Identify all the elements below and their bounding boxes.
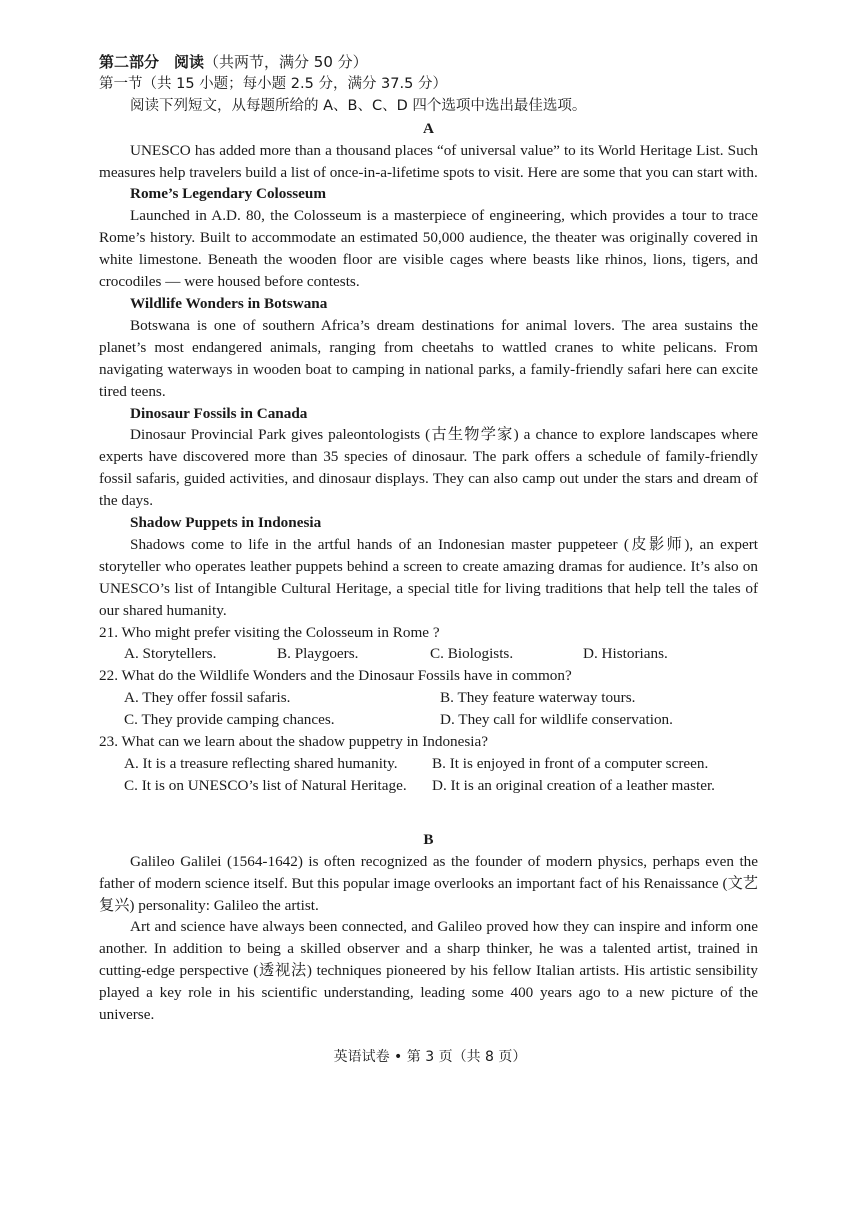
question-21-option-c: C. Biologists. [430, 645, 514, 663]
page-footer: 英语试卷 • 第 3 页（共 8 页） [333, 1049, 527, 1065]
question-22-option-c: C. They provide camping chances. [124, 711, 335, 729]
part-title: 第二部分 阅读 [99, 53, 205, 71]
section-title-botswana: Wildlife Wonders in Botswana [130, 294, 328, 312]
question-21-options [99, 643, 758, 665]
part-heading [99, 52, 758, 74]
question-23-option-a: A. It is a treasure reflecting shared humanity. [124, 755, 398, 772]
question-22-option-d: D. They call for wildlife conservation. [440, 711, 673, 729]
question-23-option-d: D. It is an original creation of a leather master. [432, 776, 715, 794]
question-22-stem: 22. What do the Wildlife Wonders and the Dinosaur Fossils have in common? [99, 667, 572, 685]
question-23-option-c: C. It is on UNESCO’s list of Natural Heritage. [124, 776, 407, 794]
question-22-option-a: A. They offer fossil safaris. [124, 689, 291, 707]
question-23-option-b: B. It is enjoyed in front of a computer screen. [432, 755, 709, 772]
question-21-option-a: A. Storytellers. [124, 645, 217, 663]
section-title-canada: Dinosaur Fossils in Canada [130, 404, 308, 422]
passage-a-letter: A [423, 119, 434, 137]
passage-a-intro: UNESCO has added more than a thousand places “of universal value” to its World Heritage List. Such measures help travelers build a list of once-in-a-lifetime spots to visit. Here are some that you can start with. [99, 141, 758, 181]
passage-b-paragraph-1: Galileo Galilei (1564-1642) is often recognized as the founder of modern physics, perhaps even the father of modern science itself. But this popular image overlooks an important fact of his Renaissance (文艺复兴) personality: Galileo the artist. [99, 852, 758, 914]
question-21-option-d: D. Historians. [583, 645, 668, 663]
part-score: （共两节，满分 50 分） [204, 53, 368, 71]
section-text-botswana: Botswana is one of southern Africa’s dream destinations for animal lovers. The area sustains the planet’s most endangered animals, ranging from cheetahs to wattled cranes to white pelicans. From navigating waterways in wooden boat to camping in national parks, a family-friendly safari here can excite tired teens. [99, 316, 758, 400]
section-title-colosseum: Rome’s Legendary Colosseum [130, 185, 327, 203]
question-21-option-b: B. Playgoers. [277, 645, 359, 663]
page-content [99, 52, 758, 1026]
question-22-option-b: B. They feature waterway tours. [440, 689, 636, 707]
section-heading: 第一节（共 15 小题；每小题 2.5 分，满分 37.5 分） [99, 75, 447, 92]
instruction: 阅读下列短文，从每题所给的 A、B、C、D 四个选项中选出最佳选项。 [130, 97, 587, 114]
question-21-stem: 21. Who might prefer visiting the Colosseum in Rome ? [99, 623, 440, 641]
passage-spacer [99, 797, 758, 829]
section-title-indonesia: Shadow Puppets in Indonesia [130, 514, 322, 532]
section-text-indonesia: Shadows come to life in the artful hands of an Indonesian master puppeteer (皮影师), an expert storyteller who operates leather puppets behind a screen to create amazing dramas for audience. It’s also on UNESCO’s list of Intangible Cultural Heritage, a special title for living traditions that help tell the tales of our shared humanity. [99, 535, 758, 619]
section-text-colosseum: Launched in A.D. 80, the Colosseum is a masterpiece of engineering, which provides a tour to trace Rome’s history. Built to accommodate an estimated 50,000 audience, the theater was originally covered in white limestone. Beneath the wooden floor are visible cages where beasts like rhinos, lions, tigers, and crocodiles — were housed before contests. [99, 207, 758, 291]
passage-b-paragraph-2: Art and science have always been connected, and Galileo proved how they can inspire and inform one another. In addition to being a skilled observer and a sharp thinker, he was a talented artist, trained in cutting-edge perspective (透视法) techniques pioneered by his fellow Italian artists. His artistic sensibility played a key role in his scientific understanding, leading some 400 years ago to a new picture of the universe. [99, 918, 758, 1024]
question-23-stem: 23. What can we learn about the shadow puppetry in Indonesia? [99, 733, 488, 751]
question-23-options [99, 753, 758, 797]
section-text-canada: Dinosaur Provincial Park gives paleontologists (古生物学家) a chance to explore landscapes where experts have discovered more than 35 species of dinosaur. The park offers a schedule of family-friendly fossil safaris, guided activities, and dinosaur displays. They can also camp out under the stars and dream of the days. [99, 426, 758, 510]
question-22-options [99, 687, 758, 731]
passage-b-letter: B [423, 830, 434, 848]
